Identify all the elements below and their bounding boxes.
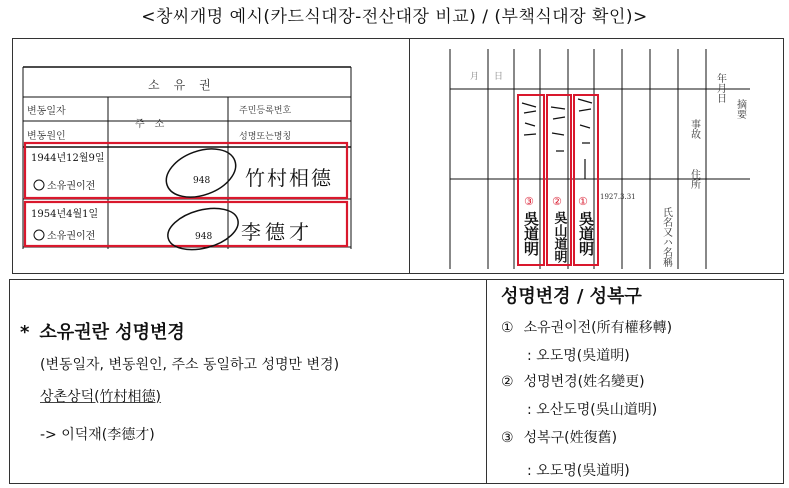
ledger-stamp-date: 1927.3.31 <box>600 193 636 201</box>
item3-text: 성복구(姓復舊) <box>523 430 618 446</box>
ledger-month-mark: 月 <box>470 72 480 82</box>
entry2-num: 948 <box>195 232 213 242</box>
col-name: 성명또는명칭 <box>239 132 292 142</box>
item3-sub: : 오도명(吳道明) <box>527 463 630 479</box>
col1-mark: ① <box>578 195 588 208</box>
item2-num: ② <box>501 374 514 390</box>
name-change-title: 성명변경 / 성복구 <box>501 286 642 307</box>
item1 <box>501 317 672 337</box>
col-id: 주민등록번호 <box>239 106 292 116</box>
row-label-date: 변동일자 <box>27 106 66 117</box>
ownership-note-panel <box>10 280 486 483</box>
changed-name: -> 이덕재(李德才) <box>40 427 155 443</box>
col-header-address: 住所 <box>688 169 700 189</box>
col2-scribble <box>551 107 565 151</box>
entry1-name: 竹村相德 <box>245 166 333 190</box>
entry1-cause: 소유권이전 <box>47 181 96 192</box>
ownership-heading <box>20 318 185 344</box>
col-address: 주소 <box>135 119 175 130</box>
item2 <box>501 371 645 391</box>
col3-mark: ③ <box>524 195 534 208</box>
entry1-num: 948 <box>193 176 211 186</box>
item1-num: ① <box>501 320 514 336</box>
item1-text: 소유권이전(所有權移轉) <box>523 320 673 336</box>
name-change-panel <box>486 280 784 483</box>
entry2-name: 李德才 <box>241 220 313 244</box>
item3 <box>501 427 617 447</box>
scan-comparison-frame <box>12 38 784 274</box>
col-header-owner: 氏名又ハ名稱 <box>660 207 672 267</box>
col1-scribble <box>578 99 592 179</box>
col1-name: 吳道明 <box>577 211 595 256</box>
ledger-day-mark: 日 <box>494 72 504 82</box>
col2-name: 吳山道明 <box>551 211 567 263</box>
explanation-frame <box>9 279 784 484</box>
page-title: <창씨개명 예시(카드식대장-전산대장 비교) / (부책식대장 확인)> <box>141 7 648 27</box>
original-name: 상촌상덕(竹村相德) <box>40 389 162 405</box>
col2-mark: ② <box>552 195 562 208</box>
col3-name: 吳道明 <box>522 211 540 256</box>
ledger-register-scan <box>410 39 784 273</box>
item1-sub: : 오도명(吳道明) <box>527 348 630 364</box>
heading-star: * <box>20 322 30 343</box>
note-condition: (변동일자, 변동원인, 주소 동일하고 성명만 변경) <box>40 357 340 373</box>
row-label-cause: 변동원인 <box>27 131 66 142</box>
entry2-cause: 소유권이전 <box>47 231 96 242</box>
item2-sub: : 오산도명(吳山道明) <box>527 402 658 418</box>
ownership-header: 소유권 <box>148 78 225 92</box>
col-header-date: 年月日 <box>714 73 726 103</box>
entry1-date: 1944년12월9일 <box>31 153 105 164</box>
card-register-scan <box>13 39 409 273</box>
heading-text: 소유권란 성명변경 <box>39 322 185 343</box>
item3-num: ③ <box>501 430 514 446</box>
item2-text: 성명변경(姓名變更) <box>523 374 645 390</box>
col3-scribble <box>522 103 536 135</box>
col-header-event: 事故 <box>688 119 700 139</box>
col-header-remarks: 摘要 <box>734 99 746 119</box>
entry2-date: 1954년4월1일 <box>31 209 99 220</box>
